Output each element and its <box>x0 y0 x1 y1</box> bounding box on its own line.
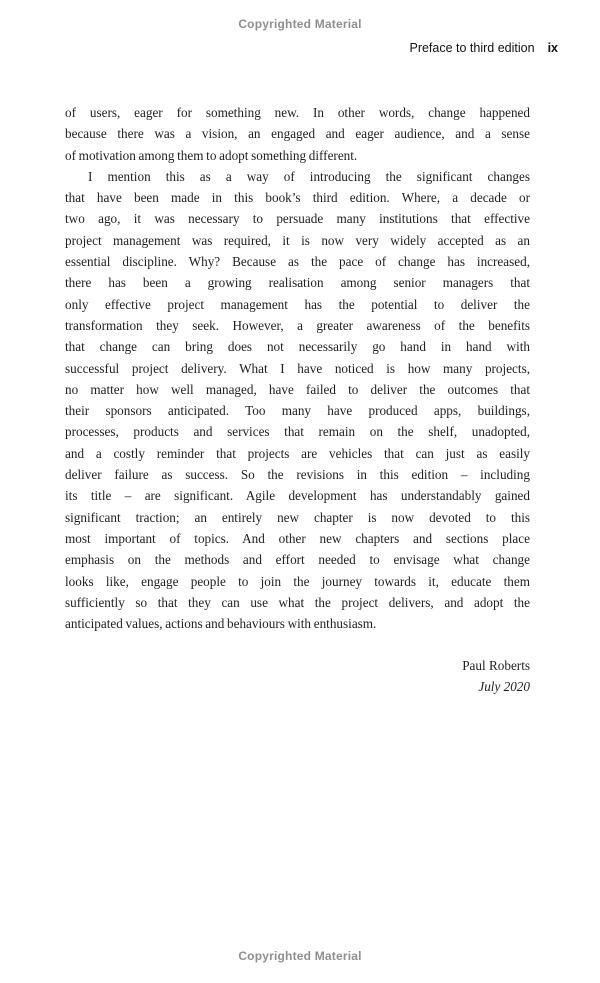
text-line: because there was a vision, an engaged and eager audience, and a sense <box>65 126 530 142</box>
signature-name: Paul Roberts <box>462 658 530 673</box>
text-line: anticipated values, actions and behaviours with enthusiasm. <box>65 616 377 632</box>
text-line: successful project delivery. What I have noticed is how many projects, <box>65 360 530 376</box>
text-line: that have been made in this book’s third edition. Where, a decade or <box>65 190 530 206</box>
body-text <box>65 102 530 634</box>
text-line: their sponsors anticipated. Too many have produced apps, buildings, <box>65 403 530 419</box>
paragraph <box>65 166 530 635</box>
watermark-bottom: Copyrighted Material <box>238 949 362 963</box>
text-line: transformation they seek. However, a greater awareness of the benefits <box>65 317 530 333</box>
text-line: significant traction; an entirely new chapter is now devoted to this <box>65 509 530 525</box>
text-line: most important of topics. And other new chapters and sections place <box>65 530 530 546</box>
running-head-title: Preface to third edition <box>409 41 535 55</box>
text-line: of users, eager for something new. In other words, change happened <box>65 105 530 120</box>
watermark-top: Copyrighted Material <box>238 17 362 31</box>
text-line: and a costly reminder that projects are vehicles that can just as easily <box>65 445 530 461</box>
text-line: two ago, it was necessary to persuade many institutions that effective <box>65 211 530 227</box>
text-line: no matter how well managed, have failed to deliver the outcomes that <box>65 381 530 397</box>
text-line: essential discipline. Why? Because as the pace of change has increased, <box>65 254 530 270</box>
text-line: deliver failure as success. So the revisions in this edition – including <box>65 467 530 483</box>
text-line: that change can bring does not necessarily go hand in hand with <box>65 339 530 355</box>
running-head <box>409 41 558 55</box>
text-line: emphasis on the methods and effort needed to envisage what change <box>65 552 530 568</box>
text-line: of motivation among them to adopt something different. <box>65 147 358 163</box>
paragraph <box>65 102 530 166</box>
text-line: only effective project management has the potential to deliver the <box>65 296 530 312</box>
text-line: I mention this as a way of introducing the significant changes <box>88 168 530 184</box>
text-line: sufficiently so that they can use what the project delivers, and adopt the <box>65 594 530 610</box>
text-line: processes, products and services that remain on the shelf, unadopted, <box>65 424 530 440</box>
text-line: looks like, engage people to join the journey towards it, educate them <box>65 573 530 589</box>
text-line: its title – are significant. Agile development has understandably gained <box>65 488 530 504</box>
signature-block <box>462 655 530 698</box>
text-line: project management was required, it is now very widely accepted as an <box>65 232 530 248</box>
signature-date: July 2020 <box>478 679 530 695</box>
text-line: there has been a growing realisation among senior managers that <box>65 275 530 291</box>
page-number: ix <box>547 41 558 55</box>
